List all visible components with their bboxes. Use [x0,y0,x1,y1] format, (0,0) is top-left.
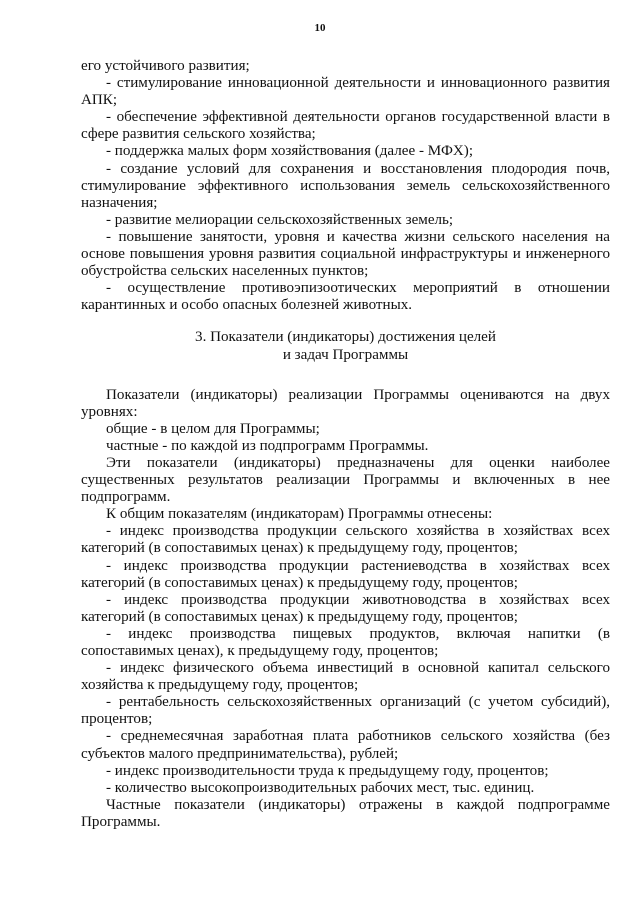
list-item: - количество высокопроизводительных рабочих мест, тыс. единиц. [106,779,535,796]
list-item: - индекс производства продукции растениеводства в хозяйствах всех категорий (в сопоставимых ценах) к предыдущему году, процентов; [81,557,610,591]
section-heading: 3. Показатели (индикаторы) достижения целей [195,329,496,346]
list-item: - индекс физического объема инвестиций в основной капитал сельского хозяйства к предыдущему году, процентов; [81,660,610,694]
list-item: - индекс производительности труда к предыдущему году, процентов; [106,762,549,779]
list-item: - поддержка малых форм хозяйствования (далее - МФХ); [106,143,474,160]
paragraph: частные - по каждой из подпрограмм Программы. [106,437,429,454]
list-item: - осуществление противоэпизоотических мероприятий в отношении карантинных и особо опасных болезней животных. [81,280,610,314]
list-item: - рентабельность сельскохозяйственных организаций (с учетом субсидий), процентов; [81,694,610,728]
list-item: - индекс производства пищевых продуктов, включая напитки (в сопоставимых ценах), к предыдущему году, процентов; [81,625,610,659]
page-number: 10 [314,22,326,34]
document-body [81,58,610,831]
list-item: - индекс производства продукции животноводства в хозяйствах всех категорий (в сопоставимых ценах) к предыдущему году, процентов; [81,591,610,625]
list-item: - среднемесячная заработная плата работников сельского хозяйства (без субъектов малого предпринимательства), рублей; [81,728,610,762]
paragraph: его устойчивого развития; [81,58,250,74]
list-item: - стимулирование инновационной деятельности и инновационного развития АПК; [81,75,610,109]
list-item: - повышение занятости, уровня и качества жизни сельского населения на основе повышения уровня развития социальной инфраструктуры и инженерного обустройства сельских населенных пунктов; [81,228,610,280]
paragraph: Частные показатели (индикаторы) отражены в каждой подпрограмме Программы. [81,796,610,830]
list-item: - развитие мелиорации сельскохозяйственных земель; [106,211,454,228]
paragraph: Эти показатели (индикаторы) предназначены для оценки наиболее существенных результатов реализации Программы и включенных в нее подпрограмм. [81,454,610,506]
paragraph: общие - в целом для Программы; [106,420,320,437]
paragraph: Показатели (индикаторы) реализации Программы оцениваются на двух уровнях: [81,386,610,420]
spacer [81,364,610,387]
spacer [81,314,610,329]
list-item: - индекс производства продукции сельского хозяйства в хозяйствах всех категорий (в сопоставимых ценах) к предыдущему году, процентов; [81,523,610,557]
paragraph: К общим показателям (индикаторам) Программы отнесены: [106,506,493,523]
list-item: - создание условий для сохранения и восстановления плодородия почв, стимулирование эффективного использования земель сельскохозяйственного назначения; [81,160,610,211]
section-heading-continued: и задач Программы [282,346,409,363]
list-item: - обеспечение эффективной деятельности органов государственной власти в сфере развития сельского хозяйства; [81,109,610,143]
